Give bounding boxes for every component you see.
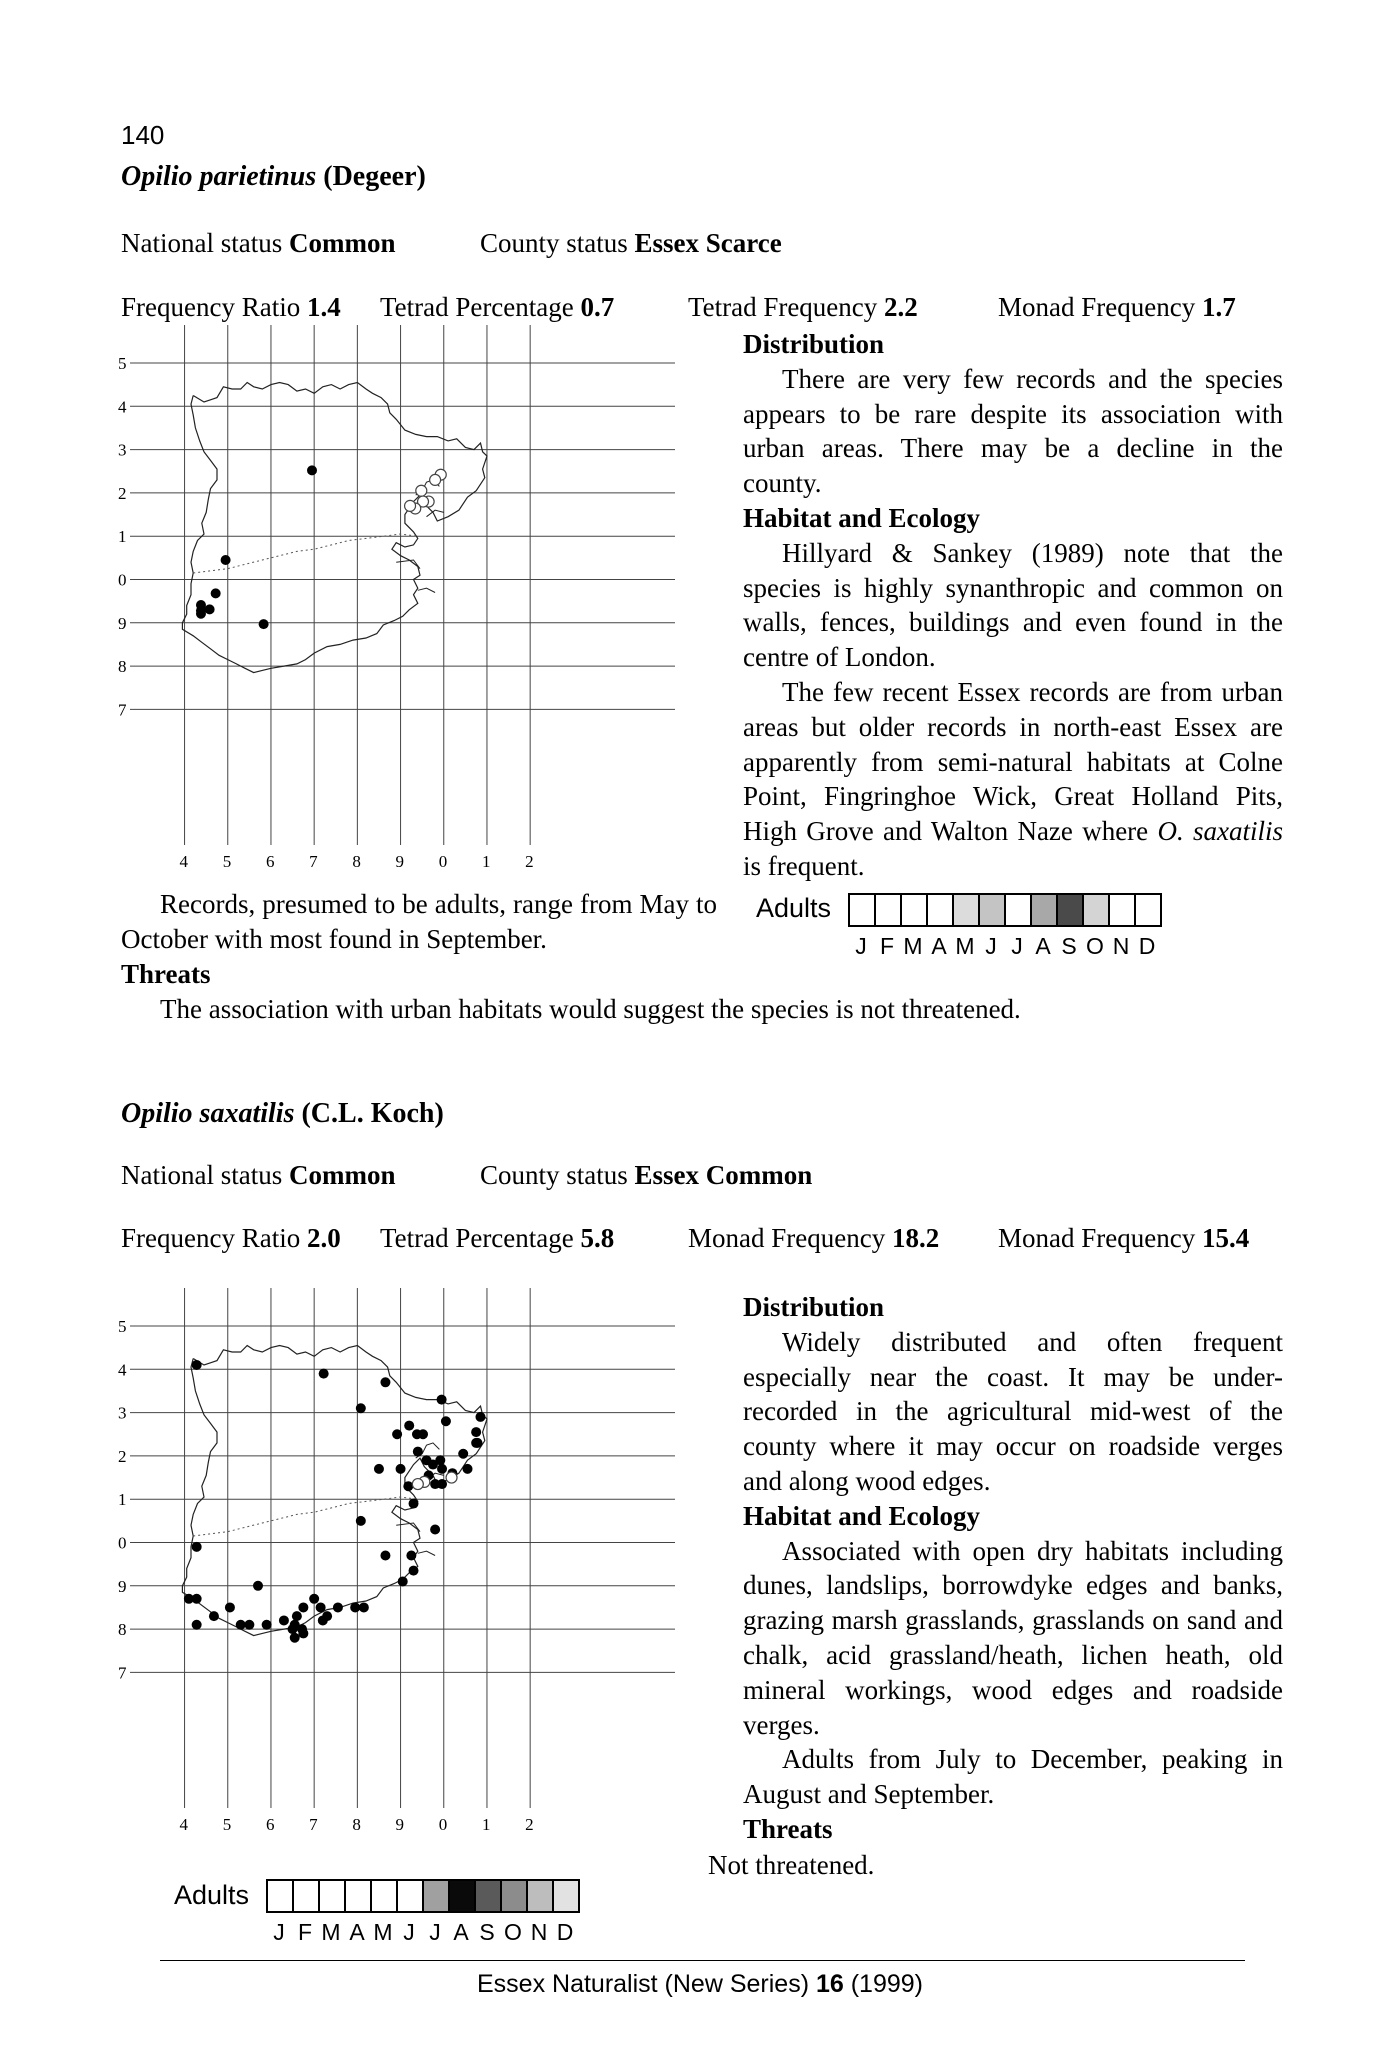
- phenology-month-cell: [526, 1879, 554, 1913]
- month-label: O: [1086, 933, 1104, 959]
- species-1-threats: [121, 957, 1271, 1027]
- record-dot-filled: [209, 1611, 219, 1621]
- month-label: J: [429, 1919, 441, 1945]
- record-dot-filled: [221, 555, 231, 565]
- y-tick-label: 9: [118, 1576, 127, 1596]
- x-tick-label: 1: [481, 852, 491, 871]
- x-tick-label: 6: [265, 852, 275, 871]
- record-dot-filled: [380, 1550, 390, 1560]
- record-dot-filled: [309, 1594, 319, 1604]
- grid: [130, 1288, 675, 1808]
- species-1-habitat-heading: Habitat and Ecology: [743, 502, 981, 533]
- y-tick-label: 4: [118, 397, 127, 417]
- y-tick-label: 2: [118, 1446, 127, 1466]
- phenology-month-cell: [952, 893, 980, 927]
- species-2-threats-heading: Threats: [743, 1813, 833, 1844]
- record-dot-filled: [359, 1602, 369, 1612]
- record-dot-filled: [409, 1499, 419, 1509]
- record-dot-filled: [288, 1624, 298, 1634]
- phenology-month-cell: [1030, 893, 1058, 927]
- species-2-stat-monad-frequency-b: Monad Frequency 15.4: [998, 1223, 1250, 1253]
- estuary-line: [418, 588, 435, 592]
- record-dot-filled: [435, 1455, 445, 1465]
- record-dot-filled: [319, 1369, 329, 1379]
- phenology-month-cell: [848, 893, 876, 927]
- record-dot-filled: [205, 604, 215, 614]
- species-2-phenology-label: Adults: [174, 1880, 250, 1910]
- record-dot-filled: [418, 1429, 428, 1439]
- species-1-threats-text: The association with urban habitats would suggest the species is not threatened.: [160, 993, 1021, 1024]
- month-label: M: [903, 933, 923, 959]
- record-dot-filled: [307, 465, 317, 475]
- record-dot-open: [446, 1472, 457, 1483]
- species-2-phenology-bar: [266, 1879, 578, 1913]
- essex-grid-map-1: [110, 325, 715, 885]
- species-2-county-status: County status Essex Common: [480, 1160, 813, 1190]
- footer-volume: 16: [815, 1970, 844, 1998]
- record-dot-filled: [398, 1576, 408, 1586]
- month-label: J: [403, 1919, 415, 1945]
- phenology-month-cell: [474, 1879, 502, 1913]
- phenology-month-cell: [292, 1879, 320, 1913]
- species-1-stat-frequency-ratio: Frequency Ratio 1.4: [121, 292, 341, 322]
- species-2-stat-monad-frequency-a: Monad Frequency 18.2: [688, 1223, 940, 1253]
- x-tick-label: 8: [352, 852, 361, 871]
- month-label: J: [855, 933, 867, 959]
- species-2-habitat-heading: Habitat and Ecology: [743, 1500, 981, 1531]
- species-1-month-labels: [848, 933, 1160, 960]
- record-dot-filled: [475, 1412, 485, 1422]
- record-dot-filled: [333, 1602, 343, 1612]
- y-tick-label: 1: [118, 527, 127, 547]
- y-tick-label: 7: [118, 700, 127, 720]
- phenology-month-cell: [370, 1879, 398, 1913]
- record-dot-filled: [356, 1403, 366, 1413]
- month-label: M: [321, 1919, 341, 1945]
- y-tick-label: 0: [118, 1533, 127, 1553]
- month-label: F: [297, 1919, 313, 1945]
- record-dot-filled: [374, 1464, 384, 1474]
- month-label: J: [273, 1919, 285, 1945]
- x-tick-label: 5: [222, 1815, 232, 1834]
- species-1-title: [121, 161, 426, 193]
- month-label: J: [985, 933, 997, 959]
- x-tick-label: 2: [525, 1815, 534, 1834]
- y-tick-label: 4: [118, 1360, 127, 1380]
- estuary-line: [396, 560, 420, 569]
- record-dot-filled: [437, 1395, 447, 1405]
- month-label: N: [530, 1919, 548, 1945]
- record-dot-filled: [356, 1516, 366, 1526]
- month-label: O: [504, 1919, 522, 1945]
- species-1-habitat-text-2: The few recent Essex records are from urban areas but older records in north-east Essex are apparently from semi-natural habitats at Colne Point, Fingringhoe Wick, Great Holland Pits, High Grove and Walton Naze where O. saxatilis is frequent.: [743, 676, 1283, 881]
- species-2-distribution-map: [110, 1288, 715, 1853]
- species-1-records: [121, 887, 717, 957]
- record-dot-filled: [404, 1421, 414, 1431]
- month-label: S: [1061, 933, 1077, 959]
- y-tick-label: 3: [118, 440, 127, 460]
- month-label: J: [1011, 933, 1023, 959]
- record-dot-filled: [406, 1550, 416, 1560]
- x-tick-label: 8: [352, 1815, 361, 1834]
- phenology-month-cell: [900, 893, 928, 927]
- species-1-distribution-text: There are very few records and the species appears to be rare despite its association with urban areas. There may be a decline in the county.: [743, 363, 1283, 499]
- record-dot-filled: [463, 1464, 473, 1474]
- month-label: S: [479, 1919, 495, 1945]
- record-dot-filled: [471, 1438, 481, 1448]
- species-1-county-status: County status Essex Scarce: [480, 228, 782, 258]
- phenology-month-cell: [266, 1879, 294, 1913]
- species-1-stat-tetrad-frequency: Tetrad Frequency 2.2: [688, 292, 918, 322]
- month-label: F: [879, 933, 895, 959]
- record-dot-filled: [259, 619, 269, 629]
- phenology-month-cell: [448, 1879, 476, 1913]
- species-1-distribution-heading: Distribution: [743, 329, 885, 359]
- record-dot-filled: [458, 1449, 468, 1459]
- y-tick-label: 9: [118, 613, 127, 633]
- phenology-month-cell: [500, 1879, 528, 1913]
- species-1-national-status: National status Common: [121, 228, 396, 258]
- record-dot-filled: [244, 1620, 254, 1630]
- record-dot-filled: [409, 1566, 419, 1576]
- vice-county-boundary: [193, 534, 418, 573]
- footer-year: (1999): [843, 1970, 923, 1998]
- record-dot-filled: [441, 1416, 451, 1426]
- record-dot-filled: [350, 1602, 360, 1612]
- phenology-month-cell: [344, 1879, 372, 1913]
- month-label: M: [955, 933, 975, 959]
- x-tick-label: 7: [309, 852, 318, 871]
- y-tick-label: 2: [118, 483, 127, 503]
- x-tick-label: 4: [179, 852, 189, 871]
- y-tick-label: 1: [118, 1490, 127, 1510]
- y-tick-label: 3: [118, 1403, 127, 1423]
- phenology-month-cell: [978, 893, 1006, 927]
- x-tick-label: 9: [395, 1815, 405, 1834]
- record-dot-filled: [403, 1481, 413, 1491]
- record-dot-filled: [437, 1479, 447, 1489]
- phenology-month-cell: [1082, 893, 1110, 927]
- species-2-author: (C.L. Koch): [301, 1098, 444, 1129]
- phenology-month-cell: [318, 1879, 346, 1913]
- record-dot-filled: [279, 1615, 289, 1625]
- species-1-habitat-text-1: Hillyard & Sankey (1989) note that the species is highly synanthropic and common on walls, fences, buildings and even found in the centre of London.: [743, 537, 1283, 673]
- record-dot-filled: [318, 1615, 328, 1625]
- phenology-month-cell: [926, 893, 954, 927]
- y-tick-label: 8: [118, 657, 127, 677]
- phenology-month-cell: [874, 893, 902, 927]
- month-label: A: [453, 1919, 469, 1945]
- phenology-month-cell: [422, 1879, 450, 1913]
- record-dot-filled: [253, 1581, 263, 1591]
- record-dot-open: [430, 474, 441, 485]
- species-2-name: Opilio saxatilis: [121, 1098, 295, 1129]
- species-2-stat-tetrad-percentage: Tetrad Percentage 5.8: [380, 1223, 615, 1253]
- x-tick-label: 0: [438, 1815, 448, 1834]
- footer-journal: Essex Naturalist (New Series): [476, 1970, 816, 1998]
- estuary-line: [418, 1551, 435, 1555]
- phenology-month-cell: [552, 1879, 580, 1913]
- x-tick-label: 1: [481, 1815, 491, 1834]
- species-2-distribution-heading: Distribution: [743, 1292, 885, 1322]
- record-dot-open: [405, 500, 416, 511]
- month-label: A: [931, 933, 947, 959]
- record-dot-filled: [211, 588, 221, 598]
- species-1-threats-heading: Threats: [121, 959, 211, 989]
- footer-rule: [160, 1960, 1245, 1961]
- month-label: A: [349, 1919, 365, 1945]
- x-tick-label: 0: [438, 852, 448, 871]
- species-2-distribution-text: Widely distributed and often frequent especially near the coast. It may be under-recorded in the agricultural mid-west of the county where it may occur on roadside verges and along wood edges.: [743, 1326, 1283, 1496]
- record-dot-filled: [290, 1633, 300, 1643]
- y-tick-label: 5: [118, 354, 127, 373]
- vice-county-boundary: [193, 1497, 418, 1536]
- record-dot-filled: [192, 1594, 202, 1604]
- species-2-right-column: [743, 1290, 1283, 1847]
- phenology-month-cell: [1004, 893, 1032, 927]
- x-tick-label: 5: [222, 852, 232, 871]
- species-1-stat-tetrad-percentage: Tetrad Percentage 0.7: [380, 292, 615, 322]
- record-dot-filled: [392, 1429, 402, 1439]
- phenology-month-cell: [1108, 893, 1136, 927]
- record-dot-filled: [192, 1620, 202, 1630]
- record-dot-filled: [316, 1602, 326, 1612]
- month-label: D: [556, 1919, 574, 1945]
- month-label: M: [373, 1919, 393, 1945]
- record-dot-filled: [292, 1611, 302, 1621]
- record-dot-filled: [430, 1525, 440, 1535]
- species-2-national-status: National status Common: [121, 1160, 396, 1190]
- record-dot-filled: [471, 1427, 481, 1437]
- record-dot-filled: [437, 1464, 447, 1474]
- grid: [130, 325, 675, 845]
- record-dot-filled: [297, 1624, 307, 1634]
- phenology-month-cell: [1056, 893, 1084, 927]
- record-dot-filled: [413, 1447, 423, 1457]
- footer: [0, 1970, 1400, 1999]
- page-number: 140: [121, 120, 165, 150]
- x-tick-label: 4: [179, 1815, 189, 1834]
- species-1-phenology-label: Adults: [756, 893, 832, 923]
- species-1-right-column: [743, 327, 1283, 884]
- record-dot-filled: [192, 1360, 202, 1370]
- record-dot-filled: [196, 609, 206, 619]
- x-tick-label: 7: [309, 1815, 318, 1834]
- essex-grid-map-2: [110, 1288, 715, 1853]
- record-dot-filled: [380, 1377, 390, 1387]
- species-2-stat-frequency-ratio: Frequency Ratio 2.0: [121, 1223, 341, 1253]
- species-2-threats-text: Not threatened.: [708, 1850, 875, 1880]
- record-dot-open: [412, 1479, 423, 1490]
- estuary-line: [396, 1523, 420, 1532]
- record-dot-filled: [396, 1464, 406, 1474]
- record-dot-filled: [192, 1542, 202, 1552]
- record-dot-filled: [262, 1620, 272, 1630]
- species-1-author: (Degeer): [323, 161, 426, 192]
- species-1-phenology-bar: [848, 893, 1160, 927]
- x-tick-label: 2: [525, 852, 534, 871]
- month-label: A: [1035, 933, 1051, 959]
- species-1-distribution-map: [110, 325, 715, 885]
- phenology-month-cell: [396, 1879, 424, 1913]
- record-dot-filled: [225, 1602, 235, 1612]
- record-dot-filled: [298, 1602, 308, 1612]
- month-label: N: [1112, 933, 1130, 959]
- phenology-month-cell: [1134, 893, 1162, 927]
- species-2-habitat-text-1: Associated with open dry habitats including dunes, landslips, borrowdyke edges and banks, grazing marsh grasslands, grasslands on sand and chalk, acid grassland/heath, lichen heath, old mineral workings, wood edges and roadside verges.: [743, 1535, 1283, 1740]
- y-tick-label: 0: [118, 570, 127, 590]
- record-dot-filled: [236, 1620, 246, 1630]
- record-dot-open: [416, 485, 427, 496]
- y-tick-label: 7: [118, 1663, 127, 1683]
- x-tick-label: 6: [265, 1815, 275, 1834]
- species-1-name: Opilio parietinus: [121, 161, 317, 192]
- y-tick-label: 8: [118, 1620, 127, 1640]
- species-2-month-labels: [266, 1919, 578, 1946]
- y-tick-label: 5: [118, 1317, 127, 1336]
- species-2-title: [121, 1098, 444, 1130]
- species-1-stat-monad-frequency: Monad Frequency 1.7: [998, 292, 1236, 322]
- species-2-habitat-text-2: Adults from July to December, peaking in August and September.: [743, 1744, 1283, 1810]
- x-tick-label: 9: [395, 852, 405, 871]
- species-1-records-text: Records, presumed to be adults, range from May to October with most found in September.: [121, 889, 717, 954]
- month-label: D: [1138, 933, 1156, 959]
